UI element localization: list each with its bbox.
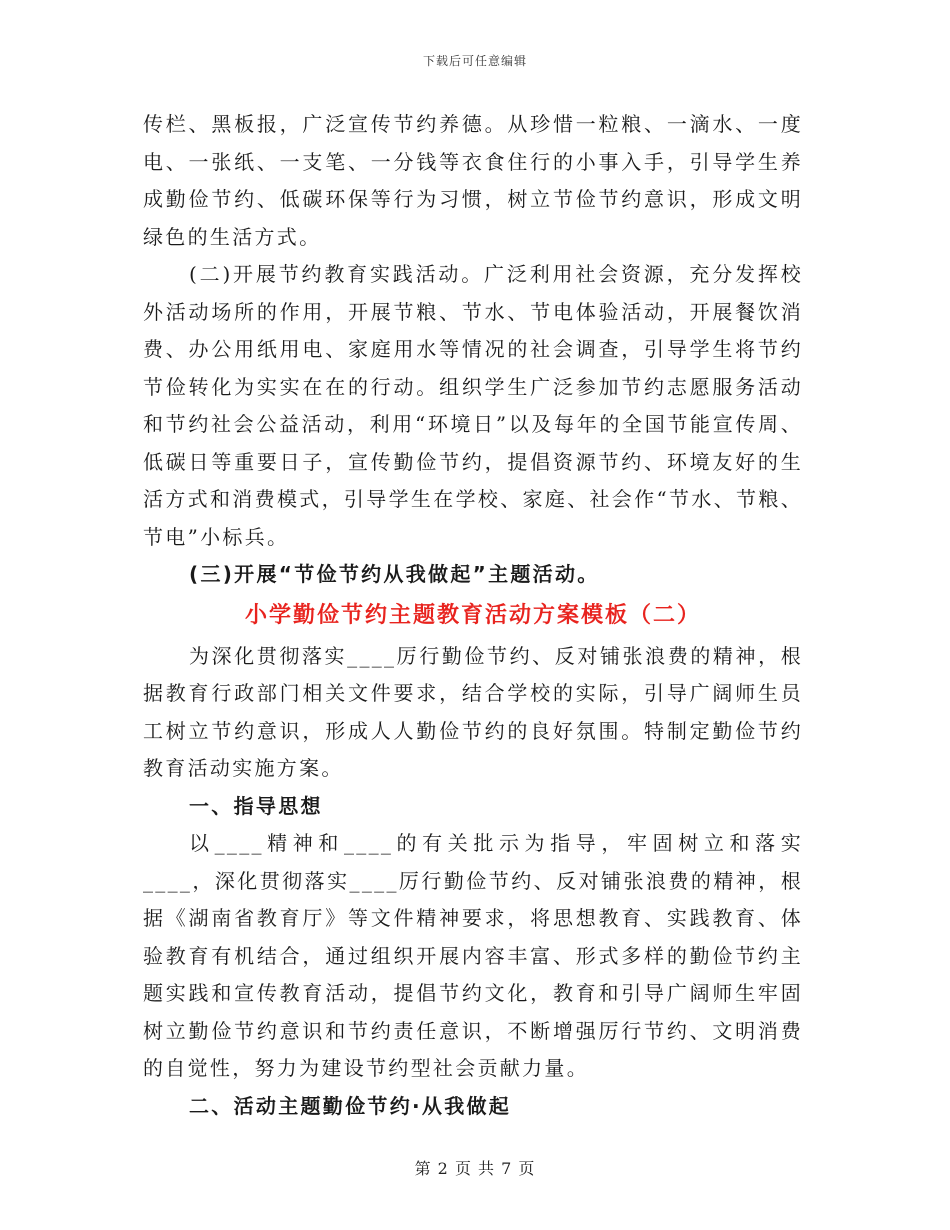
document-title: 小学勤俭节约主题教育活动方案模板（二） — [244, 602, 701, 628]
page-number-footer: 第 2 页 共 7 页 — [414, 1159, 536, 1178]
paragraph-practice-activities: (二)开展节约教育实践活动。广泛利用社会资源，充分发挥校外活动场所的作用，开展节粮、节水、节电体验活动，开展餐饮消费、办公用纸用电、家庭用水等情况的社会调查，引导学生将节约节俭转化为实实在在的行动。组织学生广泛参加节约志愿服务活动和节约社会公益活动，利用“环境日”以及每年的全国节能宣传周、低碳日等重要日子，宣传勤俭节约，提倡资源节约、环境友好的生活方式和消费模式，引导学生在学校、家庭、社会作“节水、节粮、节电”小标兵。 — [143, 262, 803, 549]
document-body — [143, 106, 803, 1125]
header-note: 下载后可任意编辑 — [422, 54, 527, 68]
paragraph-intro: 为深化贯彻落实____厉行勤俭节约、反对铺张浪费的精神，根据教育行政部门相关文件要求，结合学校的实际，引导广阔师生员工树立节约意识，形成人人勤俭节约的良好氛围。特制定勤俭节约教育活动实施方案。 — [143, 643, 803, 780]
paragraph-guiding-ideology: 以____精神和____的有关批示为指导，牢固树立和落实____，深化贯彻落实____厉行勤俭节约、反对铺张浪费的精神，根据《湖南省教育厅》等文件精神要求，将思想教育、实践教育、体验教育有机结合，通过组织开展内容丰富、形式多样的勤俭节约主题实践和宣传教育活动，提倡节约文化，教育和引导广阔师生牢固树立勤俭节约意识和节约责任意识，不断增强厉行节约、文明消费的自觉性，努力为建设节约型社会贡献力量。 — [143, 831, 803, 1080]
section-heading-theme-activity: (三)开展“节俭节约从我做起”主题活动。 — [189, 562, 600, 586]
section-heading-guiding-ideology: 一、指导思想 — [189, 793, 323, 818]
paragraph-publicity: 传栏、黑板报，广泛宣传节约养德。从珍惜一粒粮、一滴水、一度电、一张纸、一支笔、一分钱等衣食住行的小事入手，引导学生养成勤俭节约、低碳环保等行为习惯，树立节俭节约意识，形成文明绿色的生活方式。 — [143, 112, 803, 249]
section-heading-activity-theme: 二、活动主题勤俭节约·从我做起 — [189, 1093, 512, 1118]
